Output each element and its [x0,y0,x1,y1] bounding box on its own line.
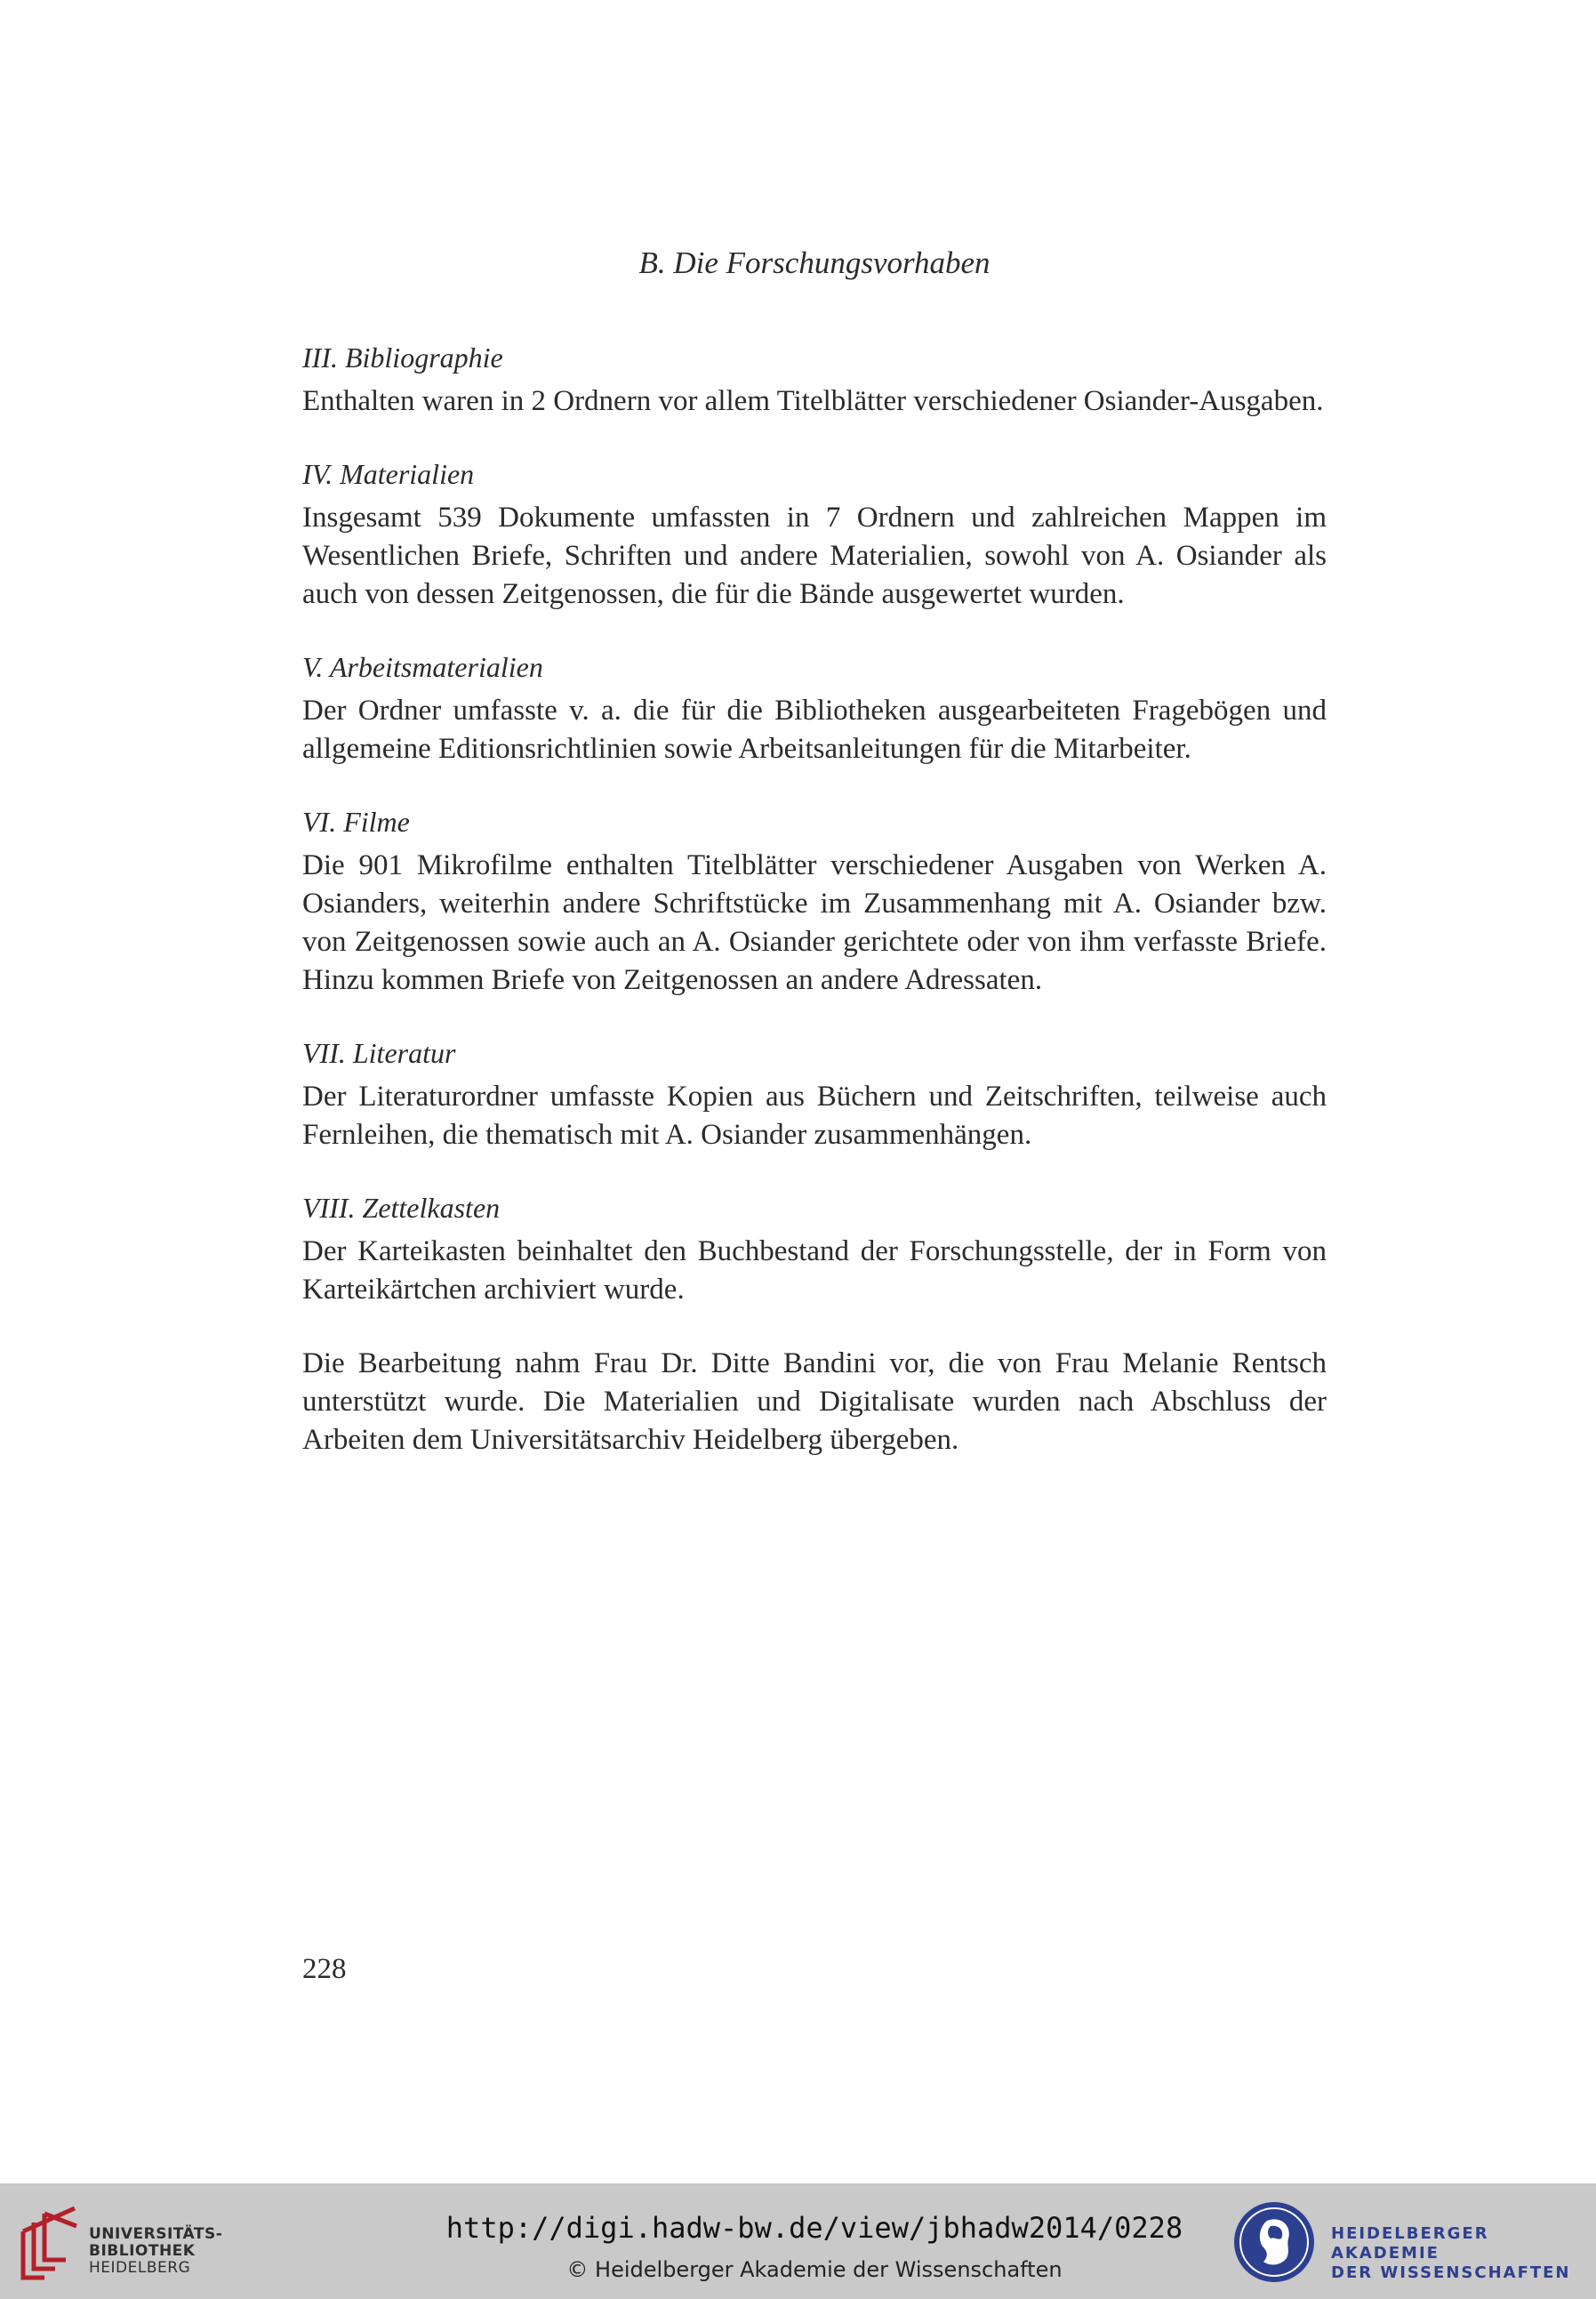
section-heading: III. Bibliographie [302,342,503,374]
section-literatur [302,1033,1327,1154]
wordmark-line: DER WISSENSCHAFTEN [1331,2263,1571,2282]
academy-seal-icon [1231,2199,1317,2285]
section-heading: VIII. Zettelkasten [302,1192,501,1224]
footer-bar [0,2183,1596,2299]
section-paragraph: Die 901 Mikrofilme enthalten Titelblätter verschiedener Ausgaben von Werken A. Osianders, weiterhin andere Schriftstücke im Zusammenhang mit A. Osiander bzw. von Zeitgenossen sowie auch an A. Osiander gerichtete oder von ihm verfasste Briefe. Hinzu kommen Briefe von Zeitgenossen an andere Adressaten. [302,849,1327,996]
section-paragraph: Insgesamt 539 Dokumente umfassten in 7 Ordnern und zahlreichen Mappen im Wesentlichen Briefe, Schriften und andere Materialien, sowohl von A. Osiander als auch von dessen Zeitgenossen, die für die Bände ausgewertet wurden. [302,502,1327,610]
section-materialien [302,454,1327,614]
section-arbeitsmaterialien [302,647,1327,768]
section-heading: VII. Literatur [302,1037,456,1069]
wordmark-line: UNIVERSITÄTS- [89,2225,223,2243]
academy-logo[interactable] [1231,2199,1587,2288]
wordmark-line: BIBLIOTHEK [89,2242,196,2260]
body-text [302,338,1327,1459]
section-paragraph: Der Ordner umfasste v. a. die für die Bibliotheken ausgearbeiteten Fragebögen und allgemeine Editionsrichtlinien sowie Arbeitsanleitungen für die Mitarbeiter. [302,695,1327,765]
section-zettelkasten [302,1188,1327,1309]
wordmark-line: HEIDELBERG [89,2259,191,2277]
copyright-notice: © Heidelberger Akademie der Wissenschaften [566,2257,1063,2282]
section-filme [302,802,1327,1000]
section-heading: IV. Materialien [302,458,475,490]
section-paragraph: Der Literaturordner umfasste Kopien aus Büchern und Zeitschriften, teilweise auch Fernleihen, die thematisch mit A. Osiander zusammenhängen. [302,1081,1327,1151]
running-head: B. Die Forschungsvorhaben [638,245,990,280]
section-heading: V. Arbeitsmaterialien [302,651,543,683]
permalink-url[interactable]: http://digi.hadw-bw.de/view/jbhadw2014/0228 [445,2211,1183,2245]
section-bibliographie [302,338,1327,421]
section-paragraph: Enthalten waren in 2 Ordnern vor allem Titelblätter verschiedener Osiander-Ausgaben. [302,385,1324,417]
closing-paragraph: Die Bearbeitung nahm Frau Dr. Ditte Bandini vor, die von Frau Melanie Rentsch unterstützt wurde. Die Materialien und Digitalisate wurden nach Abschluss der Arbeiten dem Universitätsarchiv Heidelberg übergeben. [302,1347,1327,1456]
academy-wordmark [1331,2224,1587,2283]
wordmark-line: HEIDELBERGER AKADEMIE [1331,2224,1489,2263]
section-heading: VI. Filme [302,806,410,838]
section-paragraph: Der Karteikasten beinhaltet den Buchbestand der Forschungsstelle, der in Form von Karteikärtchen archiviert wurde. [302,1235,1327,1306]
page-number: 228 [302,1953,347,1985]
